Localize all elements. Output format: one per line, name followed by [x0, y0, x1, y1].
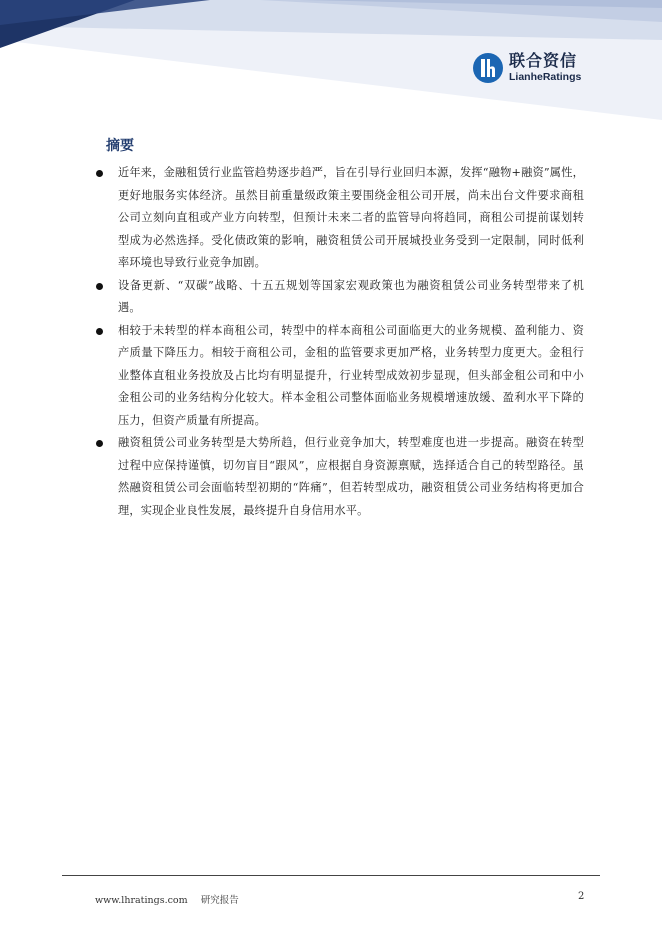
list-item-text: 近年来，金融租赁行业监管趋势逐步趋严，旨在引导行业回归本源，发挥“融物+融资”属性，更好地服务实体经济。虽然目前重量级政策主要围绕金租公司开展，尚未出台文件要求商租公司立刻向直租或产业方向转型，但预计未来二者的监管导向将趋同，商租公司提前谋划转型成为必然选择。受化债政策的影响，融资租赁公司开展城投业务受到一定限制，同时低利率环境也导致行业竞争加剧。	[118, 166, 584, 269]
list-item-text: 融资租赁公司业务转型是大势所趋，但行业竞争加大，转型难度也进一步提高。融资在转型过程中应保持谨慎，切勿盲目“跟风”，应根据自身资源禀赋，选择适合自己的转型路径。虽然融资租赁公司会面临转型初期的“阵痛”，但若转型成功，融资租赁公司业务结构将更加合理，实现企业良性发展，最终提升自身信用水平。	[118, 436, 584, 517]
abstract-list	[92, 162, 584, 522]
bullet-icon	[96, 170, 103, 177]
bullet-icon	[96, 328, 103, 335]
list-item	[92, 275, 584, 320]
lianhe-logo-icon	[472, 52, 504, 84]
list-item-text: 相较于未转型的样本商租公司，转型中的样本商租公司面临更大的业务规模、盈利能力、资产质量下降压力。相较于商租公司，金租的监管要求更加严格，业务转型力度更大。金租行业整体直租业务投放及占比均有明显提升，行业转型成效初步显现，但头部金租公司和中小金租公司的业务结构分化较大。样本金租公司整体面临业务规模增速放缓、盈利水平下降的压力，但资产质量有所提高。	[118, 323, 584, 427]
page-number: 2	[578, 891, 585, 902]
bullet-icon	[96, 440, 103, 447]
footer-info	[95, 892, 239, 906]
logo-chinese-name: 联合资信	[509, 51, 578, 71]
list-item-text: 设备更新、“双碳”战略、十五五规划等国家宏观政策也为融资租赁公司业务转型带来了机遇。	[118, 278, 584, 314]
bullet-icon	[96, 283, 103, 290]
list-item	[92, 162, 584, 275]
footer-divider	[62, 875, 600, 876]
list-item	[92, 320, 584, 433]
footer-url-link[interactable]: www.lhratings.com	[95, 895, 188, 906]
logo-english-name: LianheRatings	[509, 71, 582, 84]
company-logo	[472, 50, 581, 86]
section-title: 摘要	[106, 138, 134, 154]
footer-doc-type: 研究报告	[200, 895, 239, 906]
list-item	[92, 432, 584, 522]
